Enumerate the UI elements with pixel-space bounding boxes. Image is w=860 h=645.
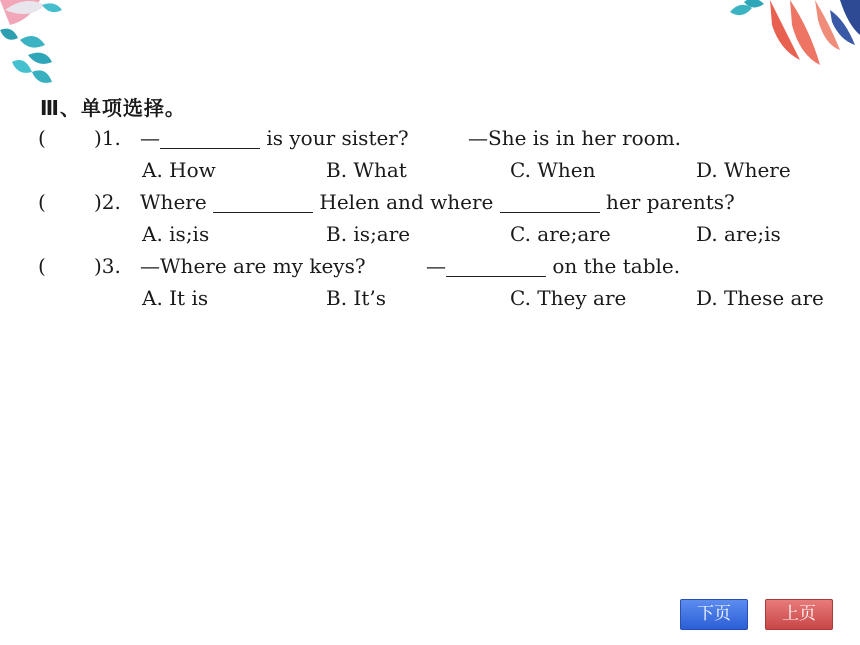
question-number: )3. — [94, 254, 121, 278]
answer-blank[interactable] — [446, 256, 546, 277]
question-response: — — [426, 254, 446, 278]
question-response: —She is in her room. — [468, 126, 682, 150]
question-1 — [38, 126, 858, 154]
option-a[interactable]: A. How — [142, 158, 216, 182]
next-page-button[interactable]: 下页 — [680, 599, 748, 630]
question-stem: Helen and where — [313, 190, 500, 214]
option-b[interactable]: B. is;are — [326, 222, 411, 246]
leaf-decoration-top-right — [730, 0, 860, 70]
leaf-decoration-top-left — [0, 0, 80, 90]
question-stem: is your sister? — [260, 126, 409, 150]
question-number: )1. — [94, 126, 121, 150]
option-d[interactable]: D. Where — [696, 158, 791, 182]
answer-paren: ( — [38, 254, 46, 278]
option-c[interactable]: C. When — [510, 158, 596, 182]
question-stem: Where — [140, 190, 214, 214]
answer-blank[interactable] — [160, 128, 260, 149]
question-number: )2. — [94, 190, 121, 214]
option-c[interactable]: C. They are — [510, 286, 627, 310]
option-d[interactable]: D. These are — [696, 286, 824, 310]
answer-paren: ( — [38, 190, 46, 214]
answer-blank[interactable] — [213, 192, 313, 213]
section-title: Ⅲ、单项选择。 — [40, 96, 186, 120]
option-b[interactable]: B. It’s — [326, 286, 386, 310]
option-b[interactable]: B. What — [326, 158, 407, 182]
previous-page-button[interactable]: 上页 — [765, 599, 833, 630]
question-stem: her parents? — [599, 190, 735, 214]
answer-paren: ( — [38, 126, 46, 150]
option-a[interactable]: A. It is — [142, 286, 209, 310]
question-3 — [38, 254, 858, 282]
question-response: on the table. — [546, 254, 681, 278]
question-2 — [38, 190, 858, 218]
option-c[interactable]: C. are;are — [510, 222, 611, 246]
option-a[interactable]: A. is;is — [142, 222, 210, 246]
question-stem: —Where are my keys? — [140, 254, 366, 278]
question-stem: — — [140, 126, 160, 150]
option-d[interactable]: D. are;is — [696, 222, 781, 246]
answer-blank[interactable] — [500, 192, 600, 213]
